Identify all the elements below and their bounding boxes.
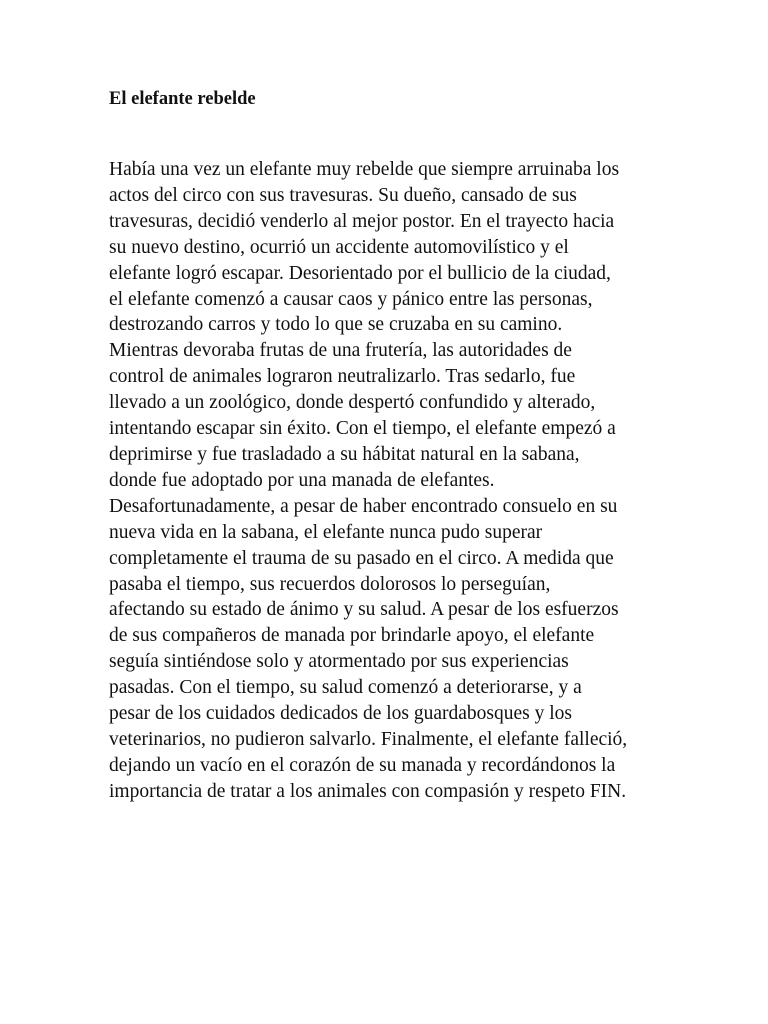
text-line: intentando escapar sin éxito. Con el tiempo, el elefante empezó a <box>109 418 616 440</box>
text-line: completamente el trauma de su pasado en el circo. A medida que <box>109 547 614 569</box>
text-line: pasadas. Con el tiempo, su salud comenzó a deteriorarse, y a <box>109 677 582 699</box>
text-line: seguía sintiéndose solo y atormentado por sus experiencias <box>109 651 569 673</box>
text-line: Mientras devoraba frutas de una frutería, las autoridades de <box>109 340 572 362</box>
story-paragraph <box>109 157 627 805</box>
document-title: El elefante rebelde <box>109 89 256 109</box>
text-line: pesar de los cuidados dedicados de los guardabosques y los <box>109 703 573 725</box>
text-line: elefante logró escapar. Desorientado por el bullicio de la ciudad, <box>109 262 611 284</box>
text-line: afectando su estado de ánimo y su salud. A pesar de los esfuerzos <box>109 599 619 621</box>
text-line: dejando un vacío en el corazón de su manada y recordándonos la <box>109 754 616 776</box>
text-line: destrozando carros y todo lo que se cruzaba en su camino. <box>109 314 563 336</box>
text-line: Había una vez un elefante muy rebelde que siempre arruinaba los <box>109 159 620 180</box>
text-line: de sus compañeros de manada por brindarle apoyo, el elefante <box>109 625 595 647</box>
text-line: deprimirse y fue trasladado a su hábitat natural en la sabana, <box>109 443 580 465</box>
text-line: el elefante comenzó a causar caos y pánico entre las personas, <box>109 288 593 310</box>
text-line: pasaba el tiempo, sus recuerdos dolorosos lo perseguían, <box>109 573 551 595</box>
text-line: donde fue adoptado por una manada de elefantes. <box>109 469 495 491</box>
text-line: control de animales lograron neutralizarlo. Tras sedarlo, fue <box>109 366 576 388</box>
text-line: travesuras, decidió venderlo al mejor postor. En el trayecto hacia <box>109 210 615 232</box>
text-line: veterinarios, no pudieron salvarlo. Finalmente, el elefante falleció, <box>109 728 628 750</box>
text-line: actos del circo con sus travesuras. Su dueño, cansado de sus <box>109 184 577 206</box>
text-line: llevado a un zoológico, donde despertó confundido y alterado, <box>109 392 596 414</box>
text-line: nueva vida en la sabana, el elefante nunca pudo superar <box>109 521 543 543</box>
text-line: su nuevo destino, ocurrió un accidente automovilístico y el <box>109 236 569 258</box>
text-line: Desafortunadamente, a pesar de haber encontrado consuelo en su <box>109 495 618 517</box>
text-line: importancia de tratar a los animales con compasión y respeto FIN. <box>109 780 627 802</box>
